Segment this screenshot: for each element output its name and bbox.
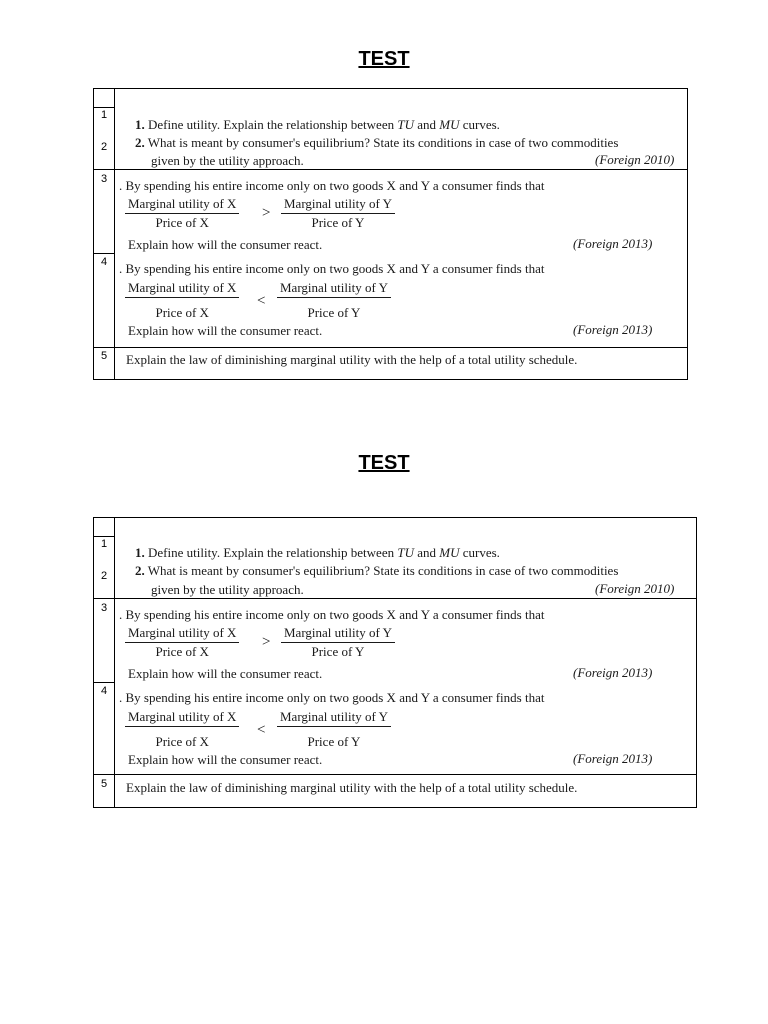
fraction-numerator: Marginal utility of Y	[281, 196, 395, 214]
fraction-right	[277, 709, 391, 750]
test-title: TEST	[358, 452, 410, 474]
tu-label: TU	[397, 117, 414, 132]
row-number: 4	[100, 685, 108, 697]
row-number: 2	[100, 570, 108, 582]
row-number-column	[94, 518, 115, 807]
fraction-denominator: Price of Y	[307, 305, 361, 320]
question-4-source: (Foreign 2013)	[573, 751, 653, 766]
question-1-text: and	[413, 117, 440, 132]
question-1-number: 1.	[135, 545, 145, 560]
row-number: 2	[100, 141, 108, 153]
question-5: Explain the law of diminishing marginal utility with the help of a total utility schedule.	[126, 352, 578, 367]
question-1-text: Define utility. Explain the relationship between	[148, 117, 398, 132]
tu-label: TU	[397, 545, 414, 560]
question-4-intro: . By spending his entire income only on two goods X and Y a consumer finds that	[119, 690, 545, 705]
question-2-line2: given by the utility approach.	[151, 153, 304, 168]
row-number: 4	[100, 256, 108, 268]
row-divider	[94, 536, 114, 537]
question-2-number: 2.	[135, 135, 145, 150]
operator-less: <	[257, 293, 266, 309]
row-number: 3	[100, 173, 108, 185]
question-1	[135, 117, 500, 132]
fraction-numerator: Marginal utility of Y	[281, 625, 395, 643]
question-2	[135, 135, 618, 150]
row-divider	[94, 169, 687, 170]
question-3-ask: Explain how will the consumer react.	[128, 666, 323, 681]
fraction-left	[125, 280, 239, 321]
mu-label: MU	[439, 117, 460, 132]
fraction-denominator: Price of X	[155, 305, 209, 320]
row-number: 1	[100, 109, 108, 121]
question-2-number: 2.	[135, 563, 145, 578]
fraction-numerator: Marginal utility of X	[125, 280, 239, 298]
fraction-numerator: Marginal utility of Y	[277, 280, 391, 298]
operator-greater: >	[262, 634, 271, 650]
fraction-numerator: Marginal utility of Y	[277, 709, 391, 727]
question-2-line1: What is meant by consumer's equilibrium? State its conditions in case of two commodities	[147, 563, 619, 578]
row-divider	[94, 253, 114, 254]
question-1-text: Define utility. Explain the relationship between	[148, 545, 398, 560]
fraction-left	[125, 196, 239, 231]
question-4-ask: Explain how will the consumer react.	[128, 323, 323, 338]
question-2-source: (Foreign 2010)	[595, 152, 675, 167]
fraction-right	[281, 196, 395, 231]
row-divider	[94, 774, 696, 775]
row-number: 5	[100, 778, 108, 790]
test-title: TEST	[358, 48, 410, 70]
fraction-left	[125, 625, 239, 660]
row-number: 1	[100, 538, 108, 550]
operator-less: <	[257, 722, 266, 738]
row-divider	[94, 107, 114, 108]
question-table	[93, 517, 697, 808]
fraction-denominator: Price of Y	[311, 215, 365, 230]
question-1-text: curves.	[459, 117, 500, 132]
fraction-denominator: Price of X	[155, 215, 209, 230]
row-number: 5	[100, 350, 108, 362]
question-2-line1: What is meant by consumer's equilibrium? State its conditions in case of two commodities	[147, 135, 619, 150]
fraction-denominator: Price of Y	[311, 644, 365, 659]
mu-label: MU	[439, 545, 460, 560]
question-1	[135, 545, 500, 560]
question-4-intro: . By spending his entire income only on two goods X and Y a consumer finds that	[119, 261, 545, 276]
question-2-source: (Foreign 2010)	[595, 581, 675, 596]
fraction-left	[125, 709, 239, 750]
row-divider	[94, 682, 114, 683]
fraction-denominator: Price of X	[155, 644, 209, 659]
question-3-ask: Explain how will the consumer react.	[128, 237, 323, 252]
fraction-right	[277, 280, 391, 321]
question-3-intro: . By spending his entire income only on two goods X and Y a consumer finds that	[119, 178, 545, 193]
question-3-source: (Foreign 2013)	[573, 236, 653, 251]
question-3-source: (Foreign 2013)	[573, 665, 653, 680]
row-divider	[94, 347, 687, 348]
row-divider	[94, 598, 696, 599]
fraction-numerator: Marginal utility of X	[125, 625, 239, 643]
fraction-denominator: Price of X	[155, 734, 209, 749]
fraction-denominator: Price of Y	[307, 734, 361, 749]
question-4-ask: Explain how will the consumer react.	[128, 752, 323, 767]
fraction-numerator: Marginal utility of X	[125, 709, 239, 727]
question-table	[93, 88, 688, 380]
question-4-source: (Foreign 2013)	[573, 322, 653, 337]
question-5: Explain the law of diminishing marginal utility with the help of a total utility schedule.	[126, 780, 578, 795]
row-number: 3	[100, 602, 108, 614]
row-number-column	[94, 89, 115, 379]
fraction-right	[281, 625, 395, 660]
question-2	[135, 563, 618, 578]
operator-greater: >	[262, 205, 271, 221]
fraction-numerator: Marginal utility of X	[125, 196, 239, 214]
question-1-text: and	[413, 545, 440, 560]
question-3-intro: . By spending his entire income only on two goods X and Y a consumer finds that	[119, 607, 545, 622]
question-1-number: 1.	[135, 117, 145, 132]
question-1-text: curves.	[459, 545, 500, 560]
question-2-line2: given by the utility approach.	[151, 582, 304, 597]
